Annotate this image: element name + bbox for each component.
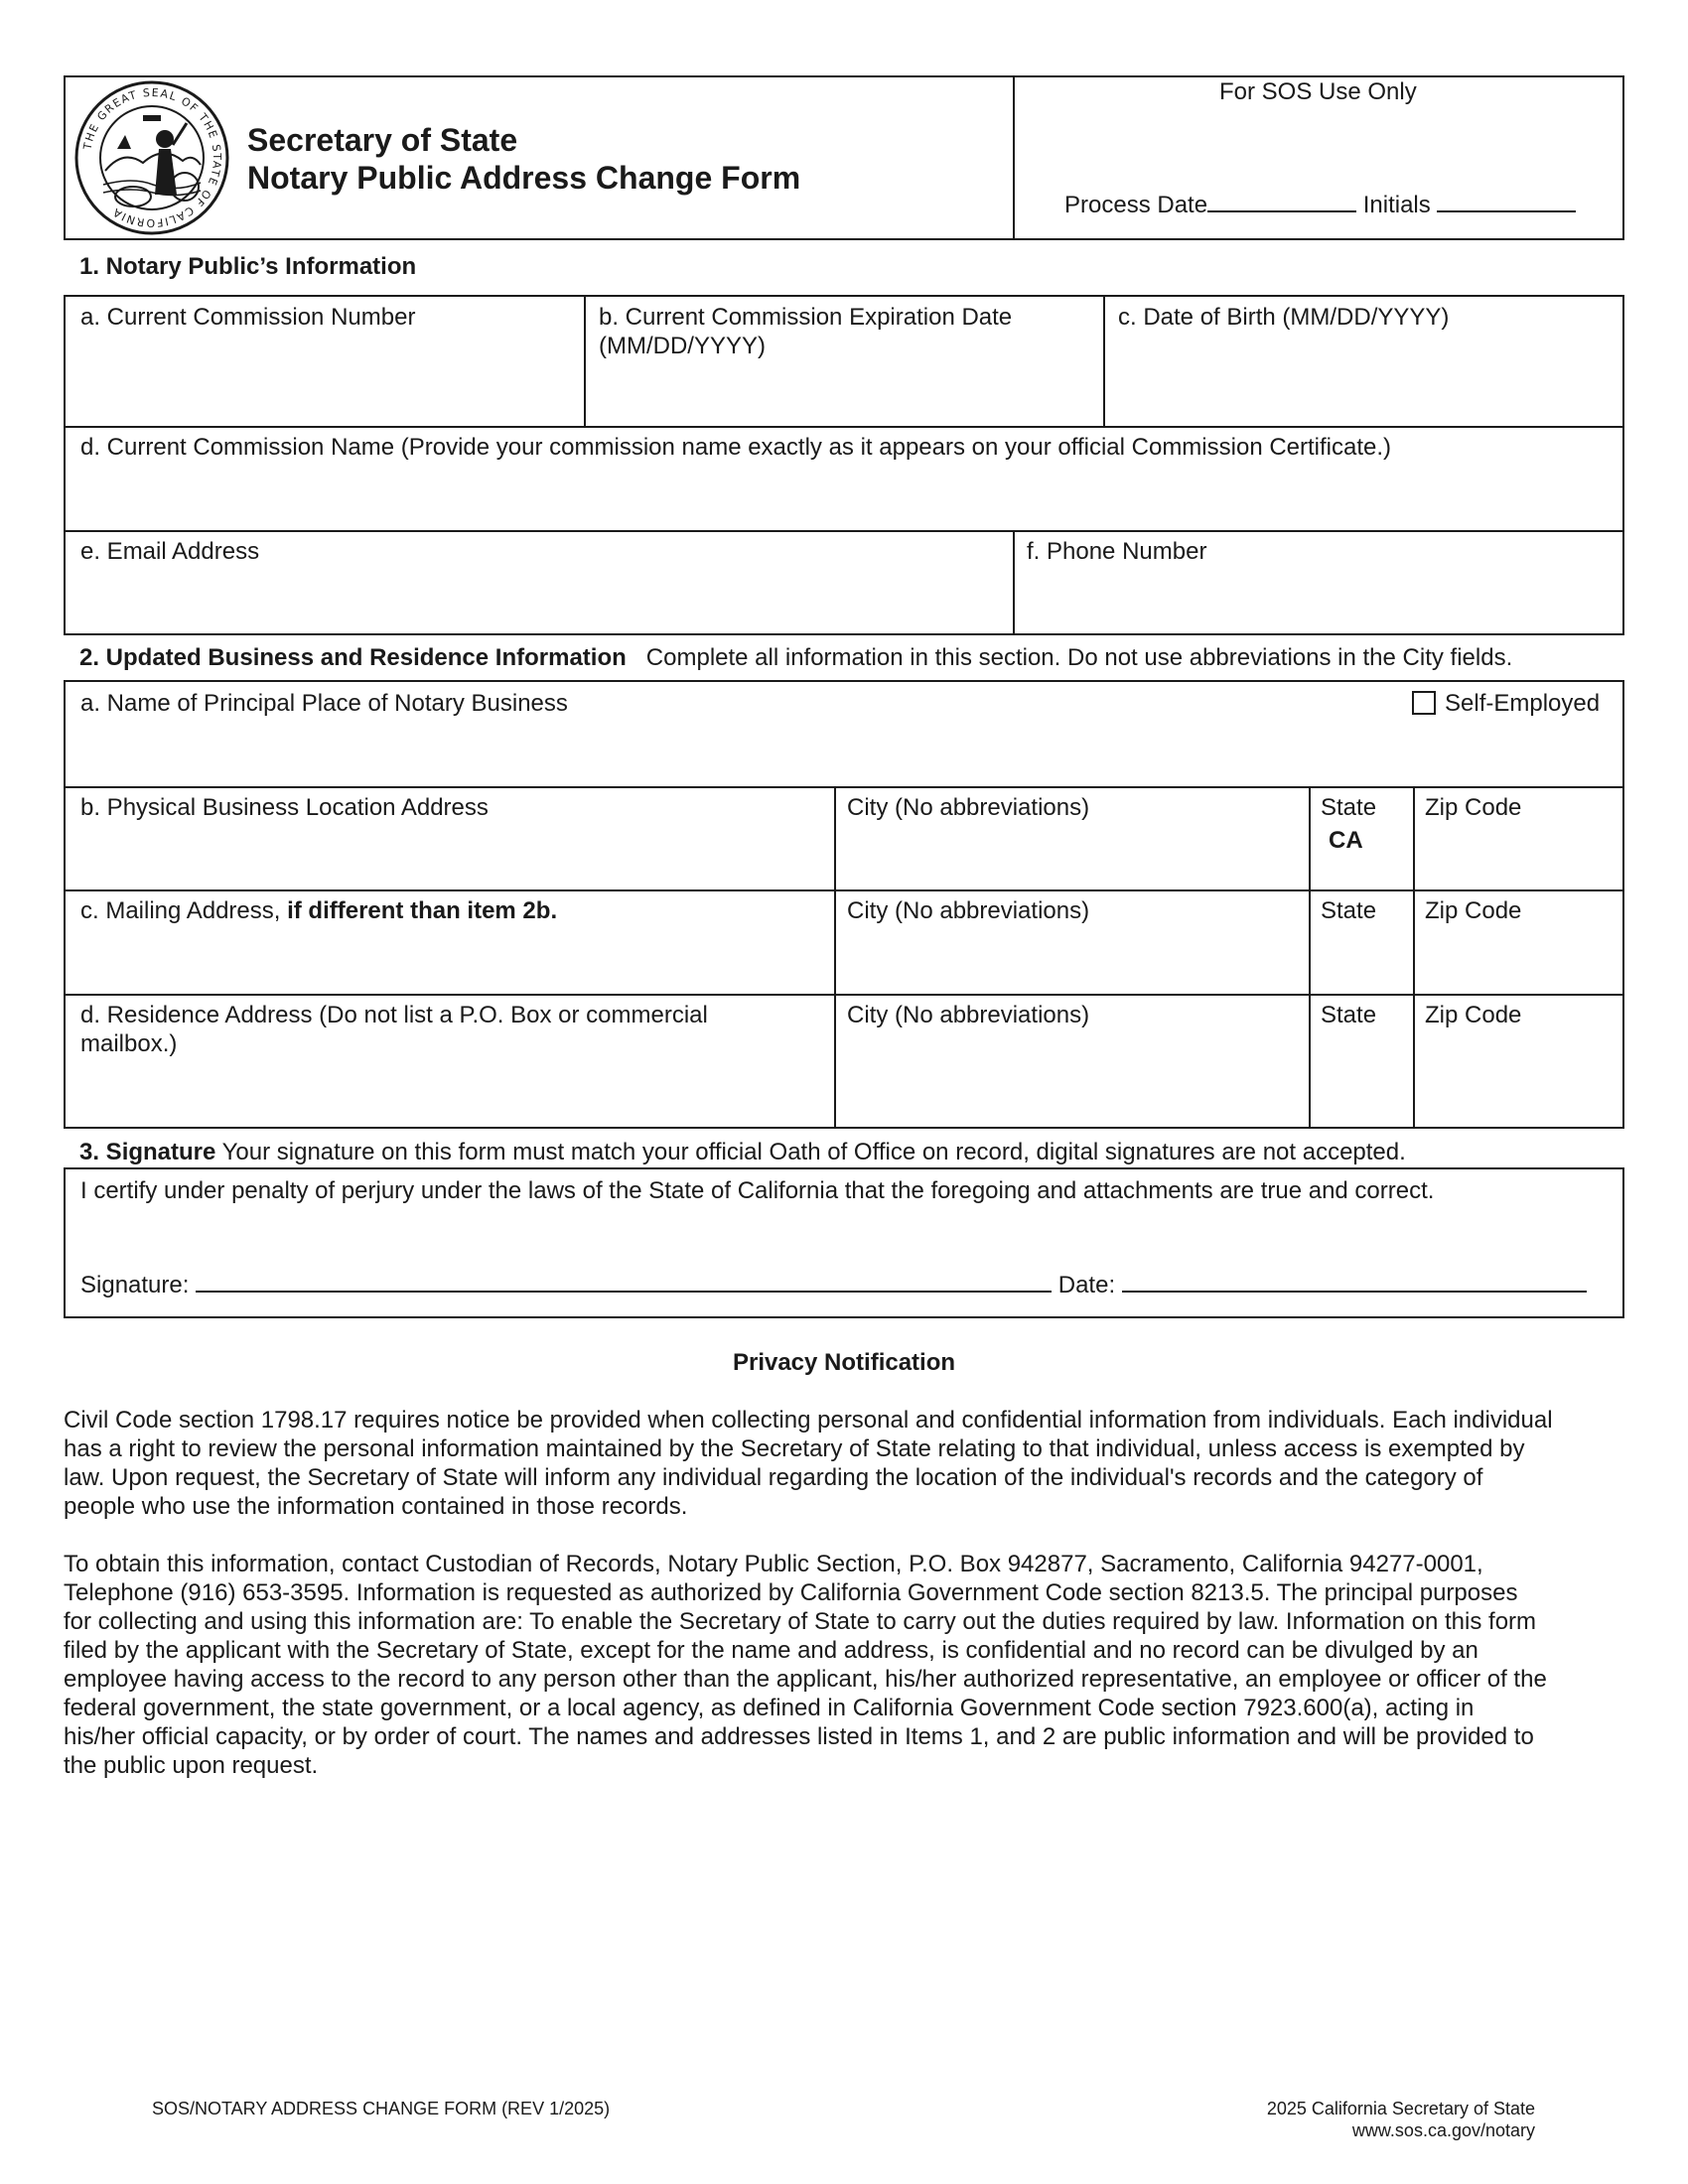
privacy-p2-line: the public upon request.: [64, 1752, 319, 1779]
business-address-label: b. Physical Business Location Address: [80, 794, 489, 821]
business-state-value: CA: [1329, 827, 1363, 854]
privacy-p2-line: To obtain this information, contact Custodian of Records, Notary Public Section, P.O. Box 942877, Sacramento, California 94277-0001,: [64, 1551, 1483, 1577]
certify-statement: I certify under penalty of perjury under the laws of the State of California that the foregoing and attachments are true and correct.: [80, 1177, 1435, 1204]
business-zip-label: Zip Code: [1425, 794, 1522, 821]
section2-title: 2. Updated Business and Residence Information: [79, 644, 627, 671]
commission-number-input[interactable]: [79, 340, 576, 419]
privacy-p1-line: Civil Code section 1798.17 requires notice be provided when collecting personal and confidential information from individuals. Each individual: [64, 1407, 1553, 1433]
residence-state-input[interactable]: [1321, 1036, 1410, 1120]
residence-address-label-line1: d. Residence Address (Do not list a P.O. Box or commercial: [80, 1002, 708, 1028]
section2-title-row: [79, 643, 1512, 672]
privacy-p1-line: law. Upon request, the Secretary of State will inform any individual regarding the location of the individual's records and the category of: [64, 1464, 1483, 1491]
mailing-address-label: [80, 896, 557, 925]
business-address-input[interactable]: [79, 828, 819, 882]
sos-use-only-label: For SOS Use Only: [1219, 78, 1417, 105]
privacy-p2-line: filed by the applicant with the Secretary of State, except for the name and address, is confidential and no record can be divulged by an: [64, 1637, 1478, 1664]
mailing-city-label: City (No abbreviations): [847, 897, 1090, 924]
privacy-title: Privacy Notification: [732, 1349, 956, 1376]
section2-instructions: Complete all information in this section. Do not use abbreviations in the City fields.: [645, 644, 1513, 671]
email-label: e. Email Address: [80, 538, 260, 565]
privacy-p2-line: his/her official capacity, or by order of court. The names and addresses listed in Items 1, and 2 are public information and will be provided to: [64, 1723, 1534, 1750]
footer-copyright: [1092, 2098, 1535, 2141]
business-state-label: State: [1321, 794, 1377, 821]
footer-form-id: SOS/NOTARY ADDRESS CHANGE FORM (REV 1/2025): [152, 2099, 611, 2118]
mailing-state-input[interactable]: [1321, 931, 1410, 985]
form-title: Notary Public Address Change Form: [247, 160, 801, 196]
state-seal: [73, 79, 230, 236]
residence-city-input[interactable]: [847, 1036, 1304, 1120]
mailing-address-label-bold: if different than item 2b.: [287, 897, 558, 924]
expiration-date-label-line1: b. Current Commission Expiration Date: [599, 304, 1013, 331]
mailing-zip-input[interactable]: [1425, 931, 1614, 985]
phone-input[interactable]: [1027, 572, 1613, 627]
signature-input[interactable]: [203, 1261, 1058, 1291]
residence-zip-label: Zip Code: [1425, 1002, 1522, 1028]
business-name-label: a. Name of Principal Place of Notary Business: [80, 690, 568, 717]
residence-city-label: City (No abbreviations): [847, 1002, 1090, 1028]
privacy-p2-line: for collecting and using this information are: To enable the Secretary of State to carry out the duties required by law. Information on this form: [64, 1608, 1537, 1635]
date-input[interactable]: [1134, 1261, 1599, 1291]
expiration-date-label: [599, 303, 1012, 360]
self-employed-label: Self-Employed: [1445, 690, 1601, 717]
mailing-state-label: State: [1321, 897, 1377, 924]
email-input[interactable]: [79, 572, 1003, 627]
commission-name-input[interactable]: [79, 467, 1609, 522]
mailing-zip-label: Zip Code: [1425, 897, 1522, 924]
privacy-p2-line: federal government, the state government, or a local agency, as defined in California Government Code section 7923.600(a), acting in: [64, 1695, 1475, 1721]
business-city-input[interactable]: [847, 828, 1304, 882]
privacy-p2-line: employee having access to the record to any person other than the applicant, his/her authorized representative, an employee or officer of the: [64, 1666, 1547, 1693]
expiration-date-input[interactable]: [599, 369, 1095, 419]
section3-title: 3. Signature: [79, 1139, 216, 1165]
mailing-address-label-text: c. Mailing Address,: [80, 897, 288, 924]
seal-text: THE GREAT SEAL OF THE STATE OF CALIFORNIA: [80, 85, 224, 230]
self-employed-checkbox[interactable]: [1412, 691, 1436, 715]
footer-copyright-text: 2025 California Secretary of State: [1266, 2099, 1535, 2118]
business-city-label: City (No abbreviations): [847, 794, 1090, 821]
residence-address-label: [80, 1001, 708, 1058]
section3-title-row: [79, 1138, 1406, 1166]
date-label: Date:: [1057, 1272, 1116, 1298]
mailing-address-input[interactable]: [79, 931, 819, 985]
privacy-paragraph-2: [64, 1550, 1642, 1780]
phone-label: f. Phone Number: [1027, 538, 1207, 565]
business-name-input[interactable]: [79, 723, 1370, 776]
privacy-paragraph-1: [64, 1406, 1642, 1521]
date-of-birth-label: c. Date of Birth (MM/DD/YYYY): [1118, 304, 1450, 331]
residence-state-label: State: [1321, 1002, 1377, 1028]
privacy-p1-line: people who use the information contained in those records.: [64, 1493, 688, 1520]
commission-name-label: d. Current Commission Name (Provide your commission name exactly as it appears on your official Commission Certificate.): [80, 434, 1392, 461]
residence-zip-input[interactable]: [1425, 1036, 1614, 1120]
privacy-p1-line: has a right to review the personal information maintained by the Secretary of State relating to that individual, unless access is exempted by: [64, 1435, 1525, 1462]
initials-input[interactable]: [1446, 189, 1585, 216]
mailing-city-input[interactable]: [847, 931, 1304, 985]
expiration-date-label-line2: (MM/DD/YYYY): [599, 333, 766, 359]
commission-number-label: a. Current Commission Number: [80, 304, 416, 331]
svg-text:THE GREAT SEAL OF THE STATE OF: [80, 86, 223, 229]
privacy-p2-line: Telephone (916) 653-3595. Information is requested as authorized by California Government Code section 8213.5. The principal purposes: [64, 1579, 1518, 1606]
process-date-label: Process Date: [1064, 192, 1208, 218]
agency-title: Secretary of State: [247, 122, 518, 158]
business-zip-input[interactable]: [1425, 828, 1614, 882]
residence-address-input[interactable]: [79, 1064, 819, 1120]
process-date-input[interactable]: [1213, 189, 1362, 216]
initials-label: Initials: [1362, 192, 1431, 218]
signature-label: Signature:: [80, 1272, 190, 1298]
residence-address-label-line2: mailbox.): [80, 1030, 178, 1057]
section1-title: 1. Notary Public’s Information: [79, 253, 417, 280]
footer-website: www.sos.ca.gov/notary: [1351, 2120, 1535, 2140]
section3-instructions: Your signature on this form must match your official Oath of Office on record, digital signatures are not accepted.: [215, 1139, 1406, 1165]
date-of-birth-input[interactable]: [1118, 340, 1610, 419]
